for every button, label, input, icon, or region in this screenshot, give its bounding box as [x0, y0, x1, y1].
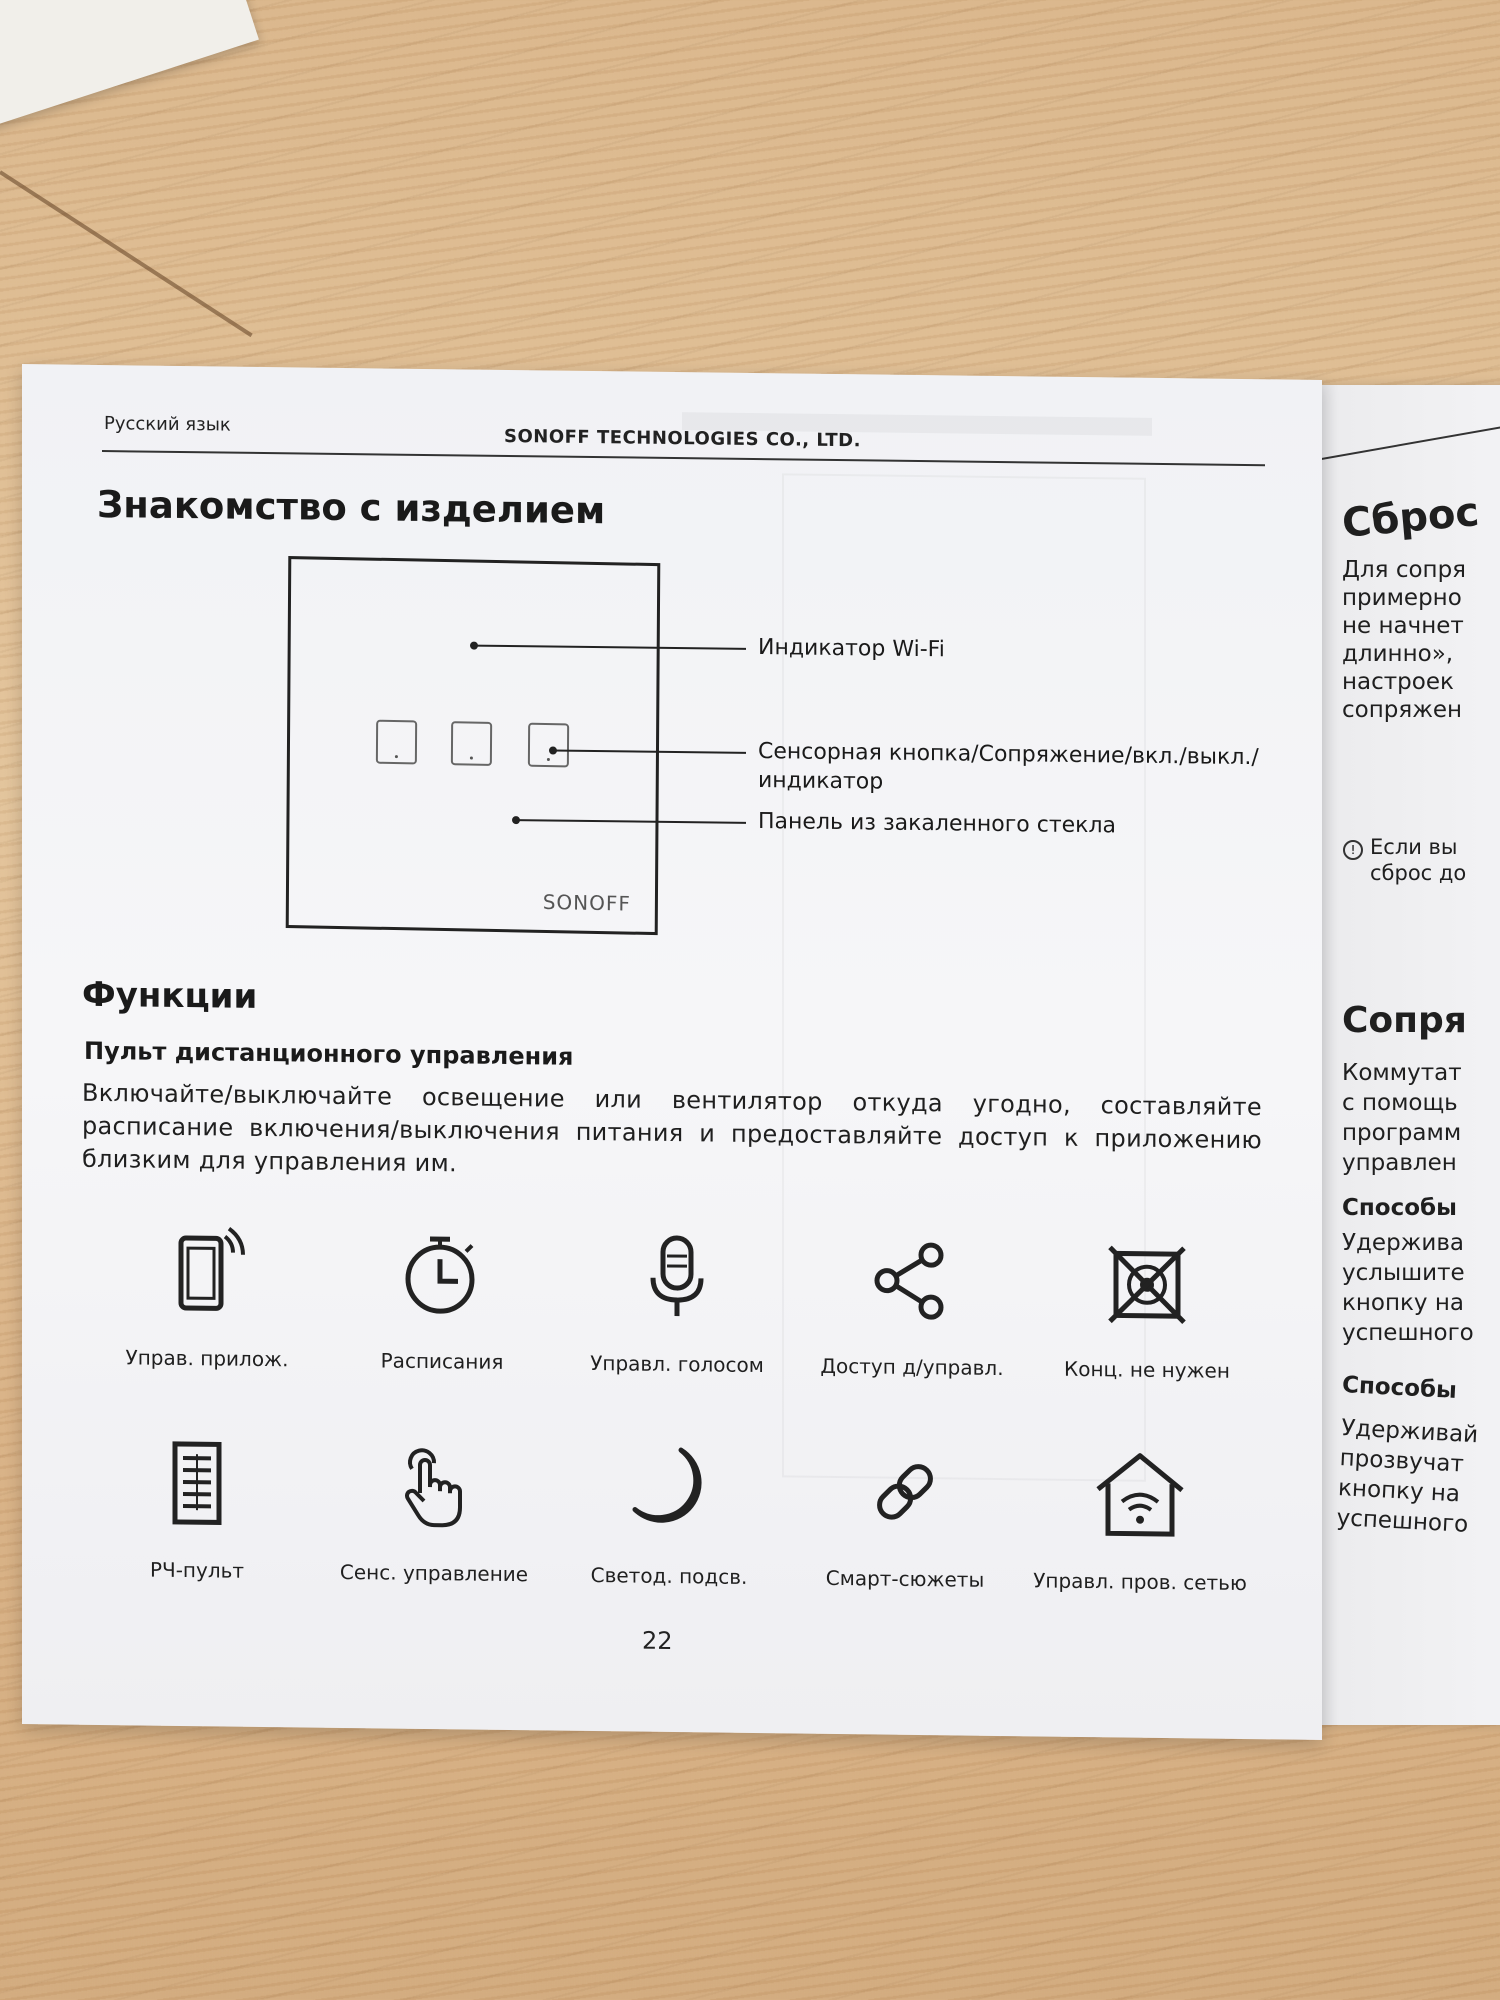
callout-button-line1: Сенсорная кнопка/Сопряжение/вкл./выкл./: [758, 739, 1259, 771]
touch-button-3: [528, 723, 569, 768]
device-logo: SONOFF: [542, 889, 631, 916]
paper-corner: [0, 0, 259, 132]
info-icon: !: [1343, 840, 1363, 860]
callout-wifi: Индикатор Wi-Fi: [758, 635, 945, 663]
feature-share: [797, 1234, 1027, 1381]
functions-title: Функции: [82, 974, 258, 1017]
feature-label: РЧ-пульт: [149, 1557, 245, 1583]
header-language: Русский язык: [104, 413, 231, 436]
feature-schedule: [327, 1228, 557, 1375]
right-sub1-title: Способы: [1342, 1195, 1457, 1221]
moon-icon: [629, 1443, 709, 1534]
callout-button-line2: индикатор: [758, 768, 884, 795]
feature-no-neutral: [1032, 1236, 1262, 1383]
microphone-icon: [637, 1232, 717, 1323]
feature-label: Доступ д/управл.: [820, 1353, 1004, 1381]
feature-voice-control: [562, 1231, 792, 1378]
feature-rf-remote: [82, 1437, 312, 1584]
right-section2-title: Сопря: [1342, 1000, 1467, 1041]
phone-remote-icon: [167, 1226, 247, 1317]
right-header-rule: [1310, 415, 1500, 462]
feature-label: Управл. пров. сетью: [1033, 1568, 1247, 1596]
feature-touch-control: [319, 1440, 549, 1587]
feature-led-backlight: [554, 1443, 784, 1590]
feature-label: Управ. прилож.: [125, 1345, 289, 1372]
timer-icon: [402, 1229, 482, 1320]
feature-lan-control: [1025, 1448, 1255, 1595]
right-sub2-title: Способы: [1341, 1372, 1458, 1404]
functions-description: Включайте/выключайте освещение или вентилятор откуда угодно, составляйте расписание включения/выключения питания и предоставляйте доступ к приложению близким для управления им.: [82, 1078, 1262, 1178]
left-page: [22, 364, 1322, 1740]
feature-label: Расписания: [380, 1348, 504, 1374]
callout-panel: Панель из закаленного стекла: [758, 809, 1117, 839]
feature-smart-scenes: [790, 1445, 1020, 1592]
intro-title: Знакомство с изделием: [97, 482, 606, 533]
functions-subtitle: Пульт дистанционного управления: [84, 1036, 574, 1071]
touch-hand-icon: [394, 1441, 474, 1532]
feature-label: Светод. подсв.: [590, 1563, 748, 1589]
home-wifi-icon: [1092, 1449, 1188, 1540]
header-company: SONOFF TECHNOLOGIES CO., LTD.: [504, 425, 861, 452]
feature-label: Сенс. управление: [339, 1559, 529, 1587]
touch-button-1: [376, 720, 417, 765]
no-neutral-wire-icon: [1102, 1237, 1192, 1328]
right-section-title: Сброс: [1340, 489, 1481, 547]
rf-remote-icon: [157, 1438, 237, 1529]
right-page: Сброс Для сопря примерно не начнет длинно», настроек сопряжен ! Если вы сброс до Сопря Коммутат с помощь программ управлен Способы Удержива услышите кнопку на успешного Способы Удерживай прозвучат кнопку на успешного: [1310, 385, 1500, 1725]
feature-label: Смарт-сюжеты: [825, 1565, 985, 1592]
touch-button-2: [451, 721, 492, 766]
feature-label: Конц. не нужен: [1064, 1356, 1230, 1383]
page-number: 22: [642, 1626, 673, 1656]
share-icon: [867, 1234, 957, 1325]
header-rule: [102, 450, 1265, 466]
feature-label: Управл. голосом: [590, 1351, 764, 1378]
table-seam: [0, 170, 253, 337]
feature-app-control: [92, 1225, 322, 1372]
link-icon: [865, 1446, 945, 1537]
switch-panel-diagram: [286, 556, 661, 935]
